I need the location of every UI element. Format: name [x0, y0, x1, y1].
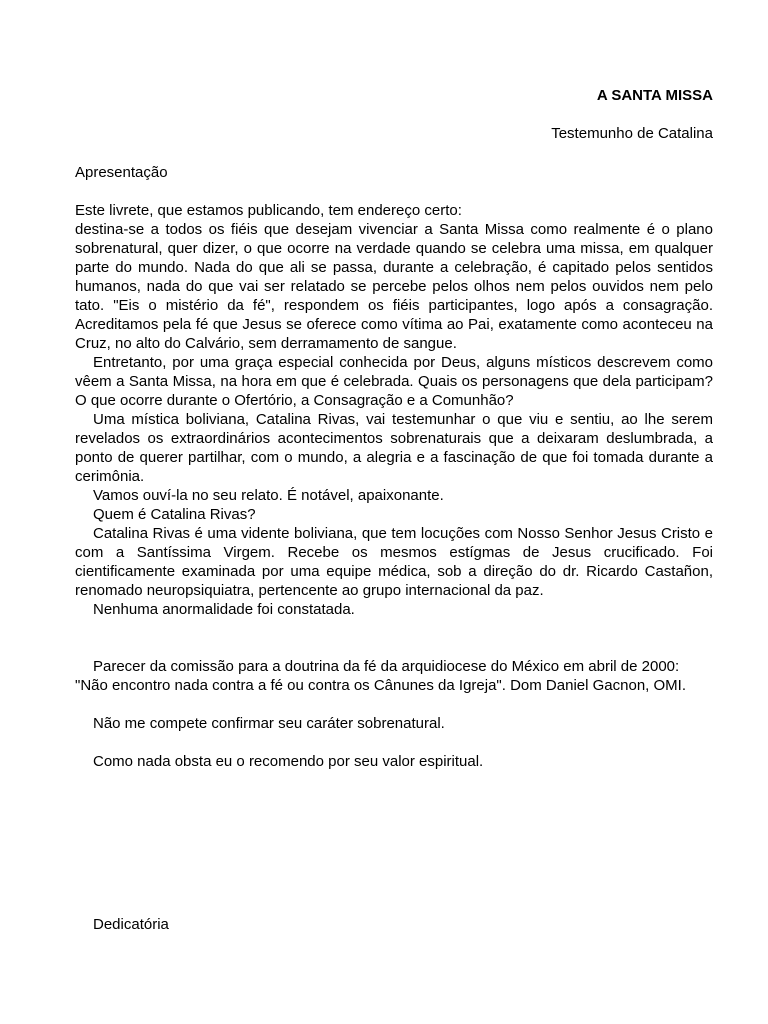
dedication-heading: Dedicatória: [93, 916, 169, 933]
paragraph-10: Não me compete confirmar seu caráter sobrenatural.: [93, 715, 445, 732]
document-subtitle: Testemunho de Catalina: [551, 125, 713, 142]
paragraph-6: Catalina Rivas é uma vidente boliviana, que tem locuções com Nosso Senhor Jesus Cristo e com a Santíssima Virgem. Recebe os mesmos estígmas de Jesus crucificado. Foi cientificamente examinada por uma equipe médica, sob a direção do dr. Ricardo Castañon, renomado neuropsiquiatra, pertencente ao grupo internacional da paz.: [75, 525, 713, 599]
paragraph-5: Quem é Catalina Rivas?: [93, 506, 256, 523]
spacer: [75, 619, 713, 657]
document-body: [75, 163, 713, 771]
section-heading: Apresentação: [75, 164, 168, 181]
paragraph-2: Entretanto, por uma graça especial conhecida por Deus, alguns místicos descrevem como vêem a Santa Missa, na hora em que é celebrada. Quais os personagens que dela participam? O que ocorre durante o Ofertório, a Consagração e a Comunhão?: [75, 354, 713, 409]
document-title: A SANTA MISSA: [596, 87, 713, 104]
paragraph-9: "Não encontro nada contra a fé ou contra os Cânunes da Igreja". Dom Daniel Gacnon, OMI.: [75, 677, 686, 694]
paragraph-11: Como nada obsta eu o recomendo por seu valor espiritual.: [93, 753, 484, 770]
paragraph-8: Parecer da comissão para a doutrina da fé da arquidiocese do México em abril de 2000:: [93, 658, 680, 675]
paragraph-7: Nenhuma anormalidade foi constatada.: [93, 601, 355, 618]
spacer: [75, 733, 713, 752]
spacer: [75, 695, 713, 714]
paragraph-3: Uma mística boliviana, Catalina Rivas, vai testemunhar o que viu e sentiu, ao lhe serem revelados os extraordinários acontecimentos sobrenaturais que a deixaram deslumbrada, a ponto de querer partilhar, com o mundo, a alegria e a fascinação de que foi tomada durante a cerimônia.: [75, 411, 713, 485]
intro-line: Este livrete, que estamos publicando, tem endereço certo:: [75, 202, 462, 219]
paragraph-1: destina-se a todos os fiéis que desejam vivenciar a Santa Missa como realmente é o plano sobrenatural, quer dizer, o que ocorre na verdade quando se celebra uma missa, em qualquer parte do mundo. Nada do que ali se passa, durante a celebração, é capitado pelos sentidos humanos, nada do que vai ser relatado se percebe pelos olhos nem pelos ouvidos nem pelo tato. "Eis o mistério da fé", respondem os fiéis participantes, logo após a consagração. Acreditamos pela fé que Jesus se oferece como vítima ao Pai, exatamente como aconteceu na Cruz, no alto do Calvário, sem derramamento de sangue.: [75, 221, 713, 352]
paragraph-4: Vamos ouví-la no seu relato. É notável, apaixonante.: [93, 487, 444, 504]
